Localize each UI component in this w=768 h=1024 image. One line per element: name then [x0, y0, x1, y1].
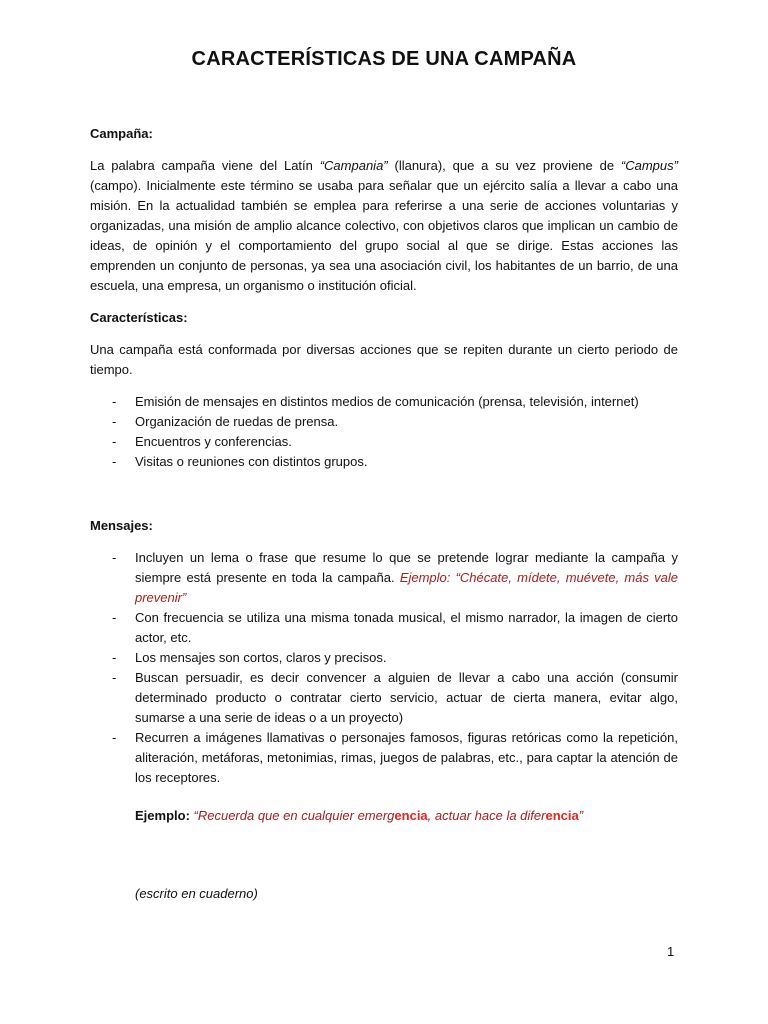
paragraph-caracteristicas-intro: Una campaña está conformada por diversas acciones que se repiten durante un cierto periodo de tiempo.: [90, 342, 678, 377]
page-number: 1: [667, 944, 675, 959]
example-quote-part: ”: [578, 808, 584, 823]
list-mensajes: [90, 548, 678, 788]
heading-mensajes: Mensajes:: [90, 518, 153, 533]
list-item: [90, 648, 678, 668]
dash-bullet: -: [112, 550, 117, 565]
example-highlight: encia: [394, 808, 428, 823]
dash-bullet: -: [112, 650, 117, 665]
heading-caracteristicas: Características:: [90, 310, 188, 325]
dash-bullet: -: [112, 454, 117, 469]
handwritten-note: (escrito en cuaderno): [135, 886, 258, 901]
dash-bullet: -: [112, 434, 117, 449]
list-caracteristicas: [90, 392, 678, 472]
dash-bullet: -: [112, 610, 117, 625]
heading-campana: Campaña:: [90, 126, 153, 141]
list-item-text: Incluyen un lema o frase que resume lo que se pretende lograr mediante la campaña y siempre está presente en toda la campaña.: [135, 550, 678, 585]
dash-bullet: -: [112, 730, 117, 745]
term-campania: “Campania”: [319, 158, 388, 173]
list-item: [90, 608, 678, 648]
list-item-text: Buscan persuadir, es decir convencer a alguien de llevar a cabo una acción (consumir determinado producto o contratar cierto servicio, actuar de cierta manera, evitar algo, sumarse a una serie de ideas o a un proyecto): [135, 670, 678, 725]
list-item: [90, 432, 678, 452]
list-item: [90, 668, 678, 728]
example-quote-part: , actuar hace la difer: [427, 808, 546, 823]
dash-bullet: -: [112, 394, 117, 409]
list-item-text: Con frecuencia se utiliza una misma tonada musical, el mismo narrador, la imagen de cierto actor, etc.: [135, 610, 678, 645]
list-item: [90, 452, 678, 472]
document-body: [90, 124, 678, 904]
list-item-text: Los mensajes son cortos, claros y precisos.: [135, 650, 387, 665]
example-quote-part: “Recuerda que en cualquier emerg: [193, 808, 395, 823]
dash-bullet: -: [112, 670, 117, 685]
list-item: [90, 412, 678, 432]
text-segment: La palabra campaña viene del Latín: [90, 158, 320, 173]
list-item: [90, 728, 678, 788]
text-segment: (llanura), que a su vez proviene de: [387, 158, 621, 173]
list-item: [90, 548, 678, 608]
paragraph-campana-definition: [90, 156, 678, 296]
example-label: Ejemplo:: [135, 808, 194, 823]
list-item-text: Visitas o reuniones con distintos grupos.: [135, 454, 368, 469]
list-item-text: Encuentros y conferencias.: [135, 434, 292, 449]
list-item-text: Recurren a imágenes llamativas o personajes famosos, figuras retóricas como la repetición, aliteración, metáforas, metonimias, rimas, juegos de palabras, etc., para captar la atención de los receptores.: [135, 730, 678, 785]
spacer: [90, 484, 678, 516]
term-campus: “Campus”: [620, 158, 678, 173]
document-title: CARACTERÍSTICAS DE UNA CAMPAÑA: [191, 48, 577, 70]
slogan-example: Ejemplo: “Chécate, mídete, muévete, más vale prevenir”: [135, 570, 679, 605]
dash-bullet: -: [112, 414, 117, 429]
text-segment: (campo). Inicialmente este término se usaba para señalar que un ejército salía a llevar a cabo una misión. En la actualidad también se emplea para referirse a una serie de acciones voluntarias y organizadas, una misión de amplio alcance colectivo, con objetivos claros que implican un cambio de ideas, de opinión y el comportamiento del grupo social al que se dirige. Estas acciones las emprenden un conjunto de personas, ya sea una asociación civil, los habitantes de un barrio, de una escuela, una empresa, un organismo o institución oficial.: [90, 178, 678, 293]
example-line: [90, 806, 678, 826]
list-item: [90, 392, 678, 412]
list-item-text: Organización de ruedas de prensa.: [135, 414, 339, 429]
list-item-text: Emisión de mensajes en distintos medios de comunicación (prensa, televisión, internet): [135, 394, 639, 409]
example-highlight: encia: [545, 808, 579, 823]
